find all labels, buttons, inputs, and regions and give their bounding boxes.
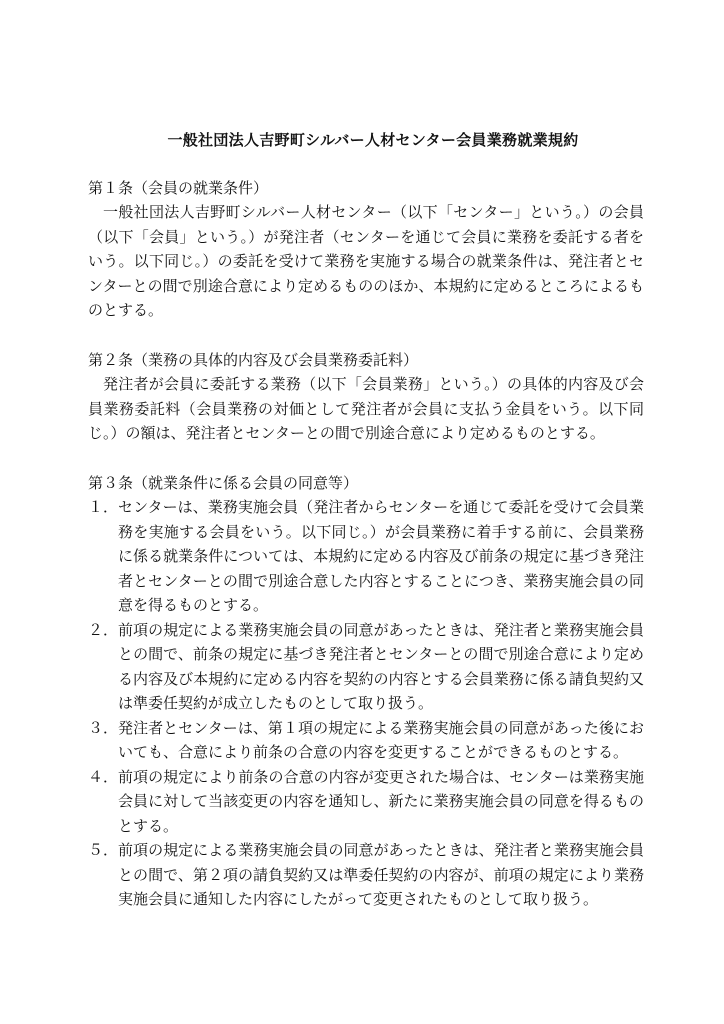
article-1-body: 一般社団法人吉野町シルバー人材センター（以下「センター」という。）の会員（以下「会員」という。）が発注者（センターを通じて会員に業務を委託する者をいう。以下同じ。）の委託を受けて業務を実施する場合の就業条件は、発注者とセンターとの間で別途合意により定めるもののほか、本規約に定めるところによるものとする。 [88, 203, 644, 319]
document-title: 一般社団法人吉野町シルバー人材センター会員業務就業規約 [167, 131, 579, 149]
item-text: 発注者とセンターは、第１項の規定による業務実施会員の同意があった後においても、合意により前条の合意の内容を変更することができるものとする。 [118, 718, 644, 761]
article-3-item-2 [88, 618, 644, 716]
item-text: 前項の規定による業務実施会員の同意があったときは、発注者と業務実施会員との間で、前条の規定に基づき発注者とセンターとの間で別途合意により定める内容及び本規約に定める内容を契約の内容とする会員業務に係る請負契約又は準委任契約が成立したものとして取り扱う。 [118, 620, 644, 712]
item-number: １． [88, 498, 119, 516]
item-text: 前項の規定による業務実施会員の同意があったときは、発注者と業務実施会員との間で、第２項の請負契約又は準委任契約の内容が、前項の規定により業務実施会員に通知した内容にしたがって変更されたものとして取り扱う。 [118, 841, 644, 908]
article-3-item-3 [88, 716, 644, 765]
item-number: ４． [88, 767, 119, 786]
item-number: ３． [88, 718, 119, 737]
item-text: センターは、業務実施会員（発注者からセンターを通じて委託を受けて会員業務を実施する会員をいう。以下同じ。）が会員業務に着手する前に、会員業務に係る就業条件については、本規約に定める内容及び前条の規定に基づき発注者とセンターとの間で別途合意した内容とすることにつき、業務実施会員の同意を得るものとする。 [118, 498, 644, 614]
item-text: 前項の規定により前条の合意の内容が変更された場合は、センターは業務実施会員に対して当該変更の内容を通知し、新たに業務実施会員の同意を得るものとする。 [118, 767, 644, 835]
article-3 [88, 471, 644, 912]
article-3-items [88, 495, 644, 912]
article-2 [88, 348, 644, 446]
item-number: ２． [88, 620, 119, 639]
article-1 [88, 176, 644, 323]
article-2-heading: 第２条（業務の具体的内容及び会員業務委託料） [88, 350, 419, 369]
article-2-body: 発注者が会員に委託する業務（以下「会員業務」という。）の具体的内容及び会員業務委託料（会員業務の対価として発注者が会員に支払う金員をいう。以下同じ。）の額は、発注者とセンターとの間で別途合意により定めるものとする。 [88, 375, 644, 442]
item-number: ５． [88, 841, 119, 859]
article-3-item-5 [88, 838, 644, 912]
article-1-heading: 第１条（会員の就業条件） [88, 178, 269, 197]
article-3-item-4 [88, 765, 644, 839]
article-3-heading: 第３条（就業条件に係る会員の同意等） [88, 473, 359, 492]
article-3-item-1 [88, 495, 644, 618]
